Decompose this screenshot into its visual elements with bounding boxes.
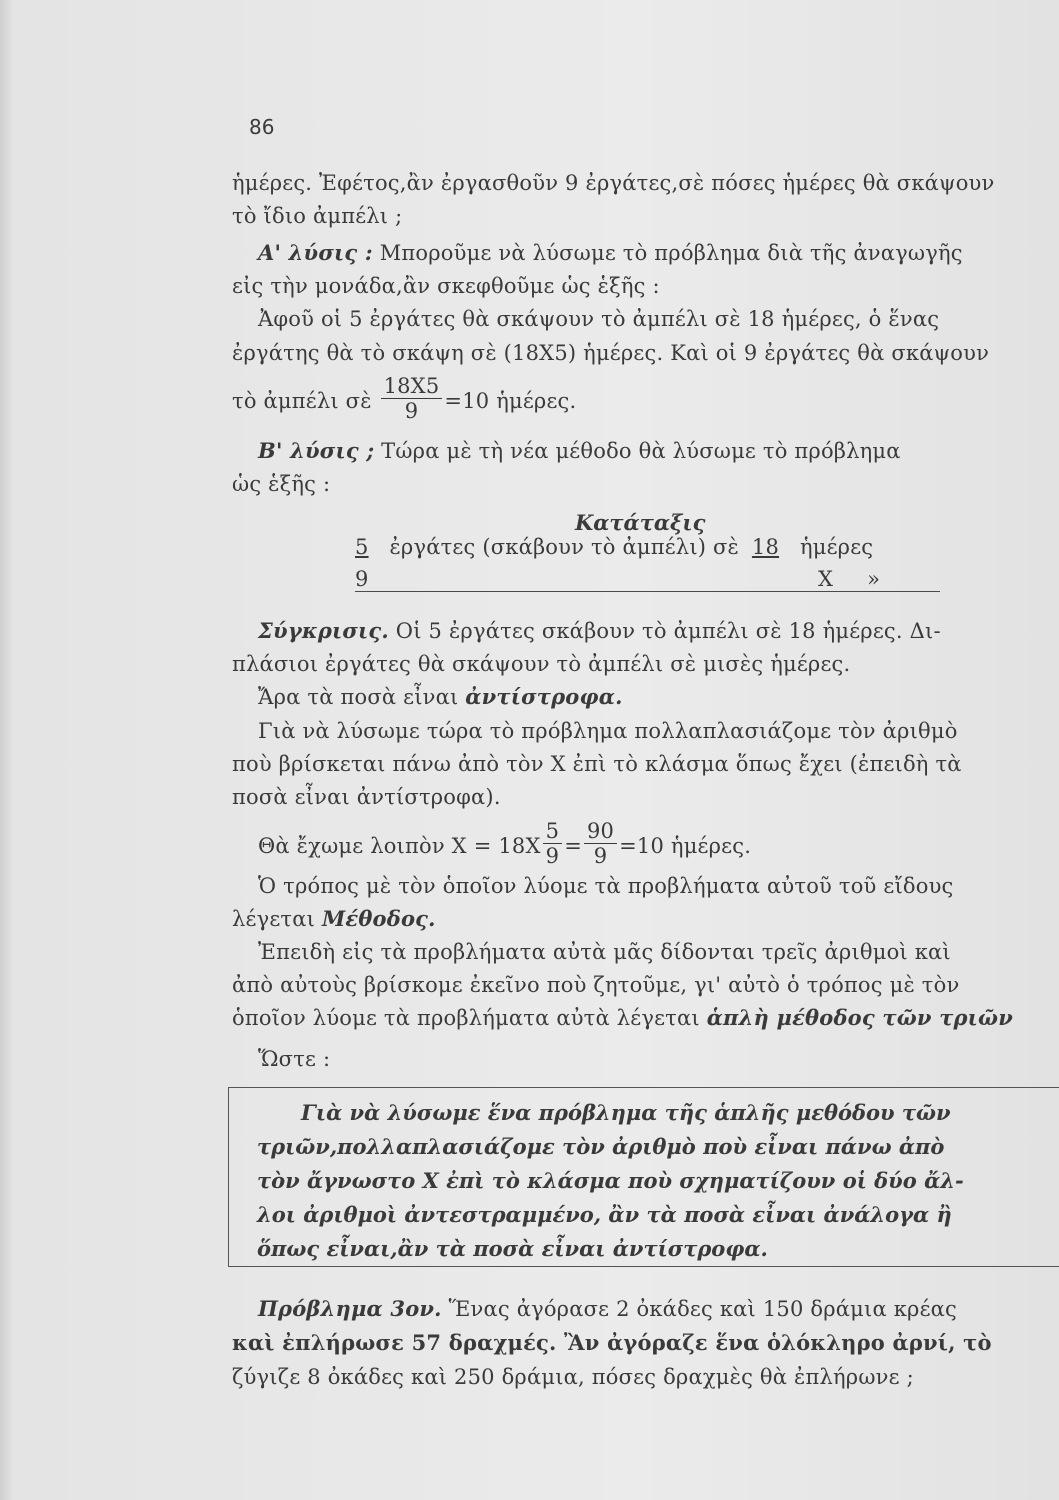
rule-box: [228, 1087, 1059, 1267]
solution-b-label: Β' λύσις ;: [258, 438, 375, 463]
text-line: ἀπὸ αὐτοὺς βρίσκομε ἐκεῖνο ποὺ ζητοῦμε, γι' αὐτὸ ὁ τρόπος μὲ τὸν: [232, 973, 960, 997]
problem-3-label: Πρόβλημα 3ον.: [258, 1296, 442, 1321]
rule-line: ὅπως εἶναι,ἂν τὰ ποσὰ εἶναι ἀντίστροφα.: [257, 1236, 768, 1261]
text-line: Ἐπειδὴ εἰς τὰ προβλήματα αὐτὰ μᾶς δίδονται τρεῖς ἀριθμοὶ καὶ: [258, 940, 951, 964]
arrangement-row-1: 5 ἐργάτες (σκάβουν τὸ ἀμπέλι) σὲ 18 ἡμέρες: [355, 535, 874, 559]
arrangement-title: Κατάταξις: [575, 510, 706, 535]
solution-a-label: Α' λύσις :: [258, 240, 373, 265]
fraction: $\frac{90}{9}$: [584, 819, 617, 868]
text-line: πλάσιοι ἐργάτες θὰ σκάψουν τὸ ἀμπέλι σὲ μισὲς ἡμέρες.: [232, 652, 851, 676]
text-line: καὶ ἐπλήρωσε 57 δραχμές. Ἂν ἀγόραζε ἕνα ὁλόκληρο ἀρνί, τὸ: [232, 1330, 992, 1355]
page-number: 86: [249, 115, 275, 139]
text-line: τὸ ἴδιο ἀμπέλι ;: [232, 204, 403, 228]
text-line: Ἀφοῦ οἱ 5 ἐργάτες θὰ σκάψουν τὸ ἀμπέλι σὲ 18 ἡμέρες, ὁ ἕνας: [258, 307, 940, 331]
rule-line: τριῶν,πολλαπλασιάζομε τὸν ἀριθμὸ ποὺ εἶναι πάνω ἀπὸ: [257, 1134, 945, 1159]
text-line: Πρόβλημα 3ον. Ἕνας ἀγόρασε 2 ὀκάδες καὶ 150 δράμια κρέας: [258, 1296, 957, 1321]
text-line: Β' λύσις ; Τώρα μὲ τὴ νέα μέθοδο θὰ λύσωμε τὸ πρόβλημα: [258, 438, 901, 463]
rule-line: Γιὰ νὰ λύσωμε ἕνα πρόβλημα τῆς ἁπλῆς μεθόδου τῶν: [301, 1100, 951, 1125]
text-line: Ὥστε :: [258, 1047, 331, 1071]
text-line: λέγεται Μέθοδος.: [232, 906, 436, 931]
text-line: Γιὰ νὰ λύσωμε τώρα τὸ πρόβλημα πολλαπλασιάζομε τὸν ἀριθμὸ: [258, 719, 958, 743]
text-line: Ἄρα τὰ ποσὰ εἶναι ἀντίστροφα.: [258, 684, 623, 709]
arrangement-row-2: 9: [355, 567, 369, 591]
text-line: ἡμέρες. Ἐφέτος,ἂν ἐργασθοῦν 9 ἐργάτες,σὲ πόσες ἡμέρες θὰ σκάψουν: [232, 171, 995, 195]
rule-line: λοι ἀριθμοὶ ἀντεστραμμένο, ἂν τὰ ποσὰ εἶναι ἀνάλογα ἢ: [257, 1202, 952, 1227]
text-line: ποὺ βρίσκεται πάνω ἀπὸ τὸν X ἐπὶ τὸ κλάσμα ὅπως ἔχει (ἐπειδὴ τὰ: [232, 752, 962, 776]
text-line: ποσὰ εἶναι ἀντίστροφα).: [232, 785, 501, 809]
fraction: $\frac{18X5}{9}$: [381, 374, 443, 423]
text-line: ἐργάτης θὰ τὸ σκάψη σὲ (18X5) ἡμέρες. Καὶ οἱ 9 ἐργάτες θὰ σκάψουν: [232, 341, 990, 365]
text-line-formula: Θὰ ἔχωμε λοιπὸν X = 18X $\frac{5}{9}$ = $\frac{90}{9}$ =10 ἡμέρες.: [258, 819, 752, 868]
comparison-label: Σύγκρισις.: [258, 618, 389, 643]
text-line: ζύγιζε 8 ὀκάδες καὶ 250 δράμια, πόσες δραχμὲς θὰ ἐπλήρωνε ;: [232, 1365, 914, 1389]
arrangement-rule: [355, 591, 940, 592]
text-line: Ὁ τρόπος μὲ τὸν ὁποῖον λύομε τὰ προβλήματα αὐτοῦ τοῦ εἴδους: [258, 874, 954, 898]
fraction: $\frac{5}{9}$: [543, 819, 563, 868]
text-line: εἰς τὴν μονάδα,ἂν σκεφθοῦμε ὡς ἑξῆς :: [232, 274, 660, 298]
text-line: Α' λύσις : Μποροῦμε νὰ λύσωμε τὸ πρόβλημα διὰ τῆς ἀναγωγῆς: [258, 240, 963, 265]
text-line: Σύγκρισις. Οἱ 5 ἐργάτες σκάβουν τὸ ἀμπέλι σὲ 18 ἡμέρες. Δι-: [258, 618, 941, 643]
text-line-fraction: τὸ ἀμπέλι σὲ $\frac{18X5}{9}$ =10 ἡμέρες.: [232, 374, 577, 423]
text-line: ὁποῖον λύομε τὰ προβλήματα αὐτὰ λέγεται ἁπλὴ μέθοδος τῶν τριῶν: [232, 1005, 1014, 1030]
arrangement-row-2-x: X »: [818, 567, 881, 591]
text-line: ὡς ἑξῆς :: [232, 472, 331, 496]
rule-line: τὸν ἄγνωστο X ἐπὶ τὸ κλάσμα ποὺ σχηματίζουν οἱ δύο ἄλ-: [257, 1168, 964, 1193]
